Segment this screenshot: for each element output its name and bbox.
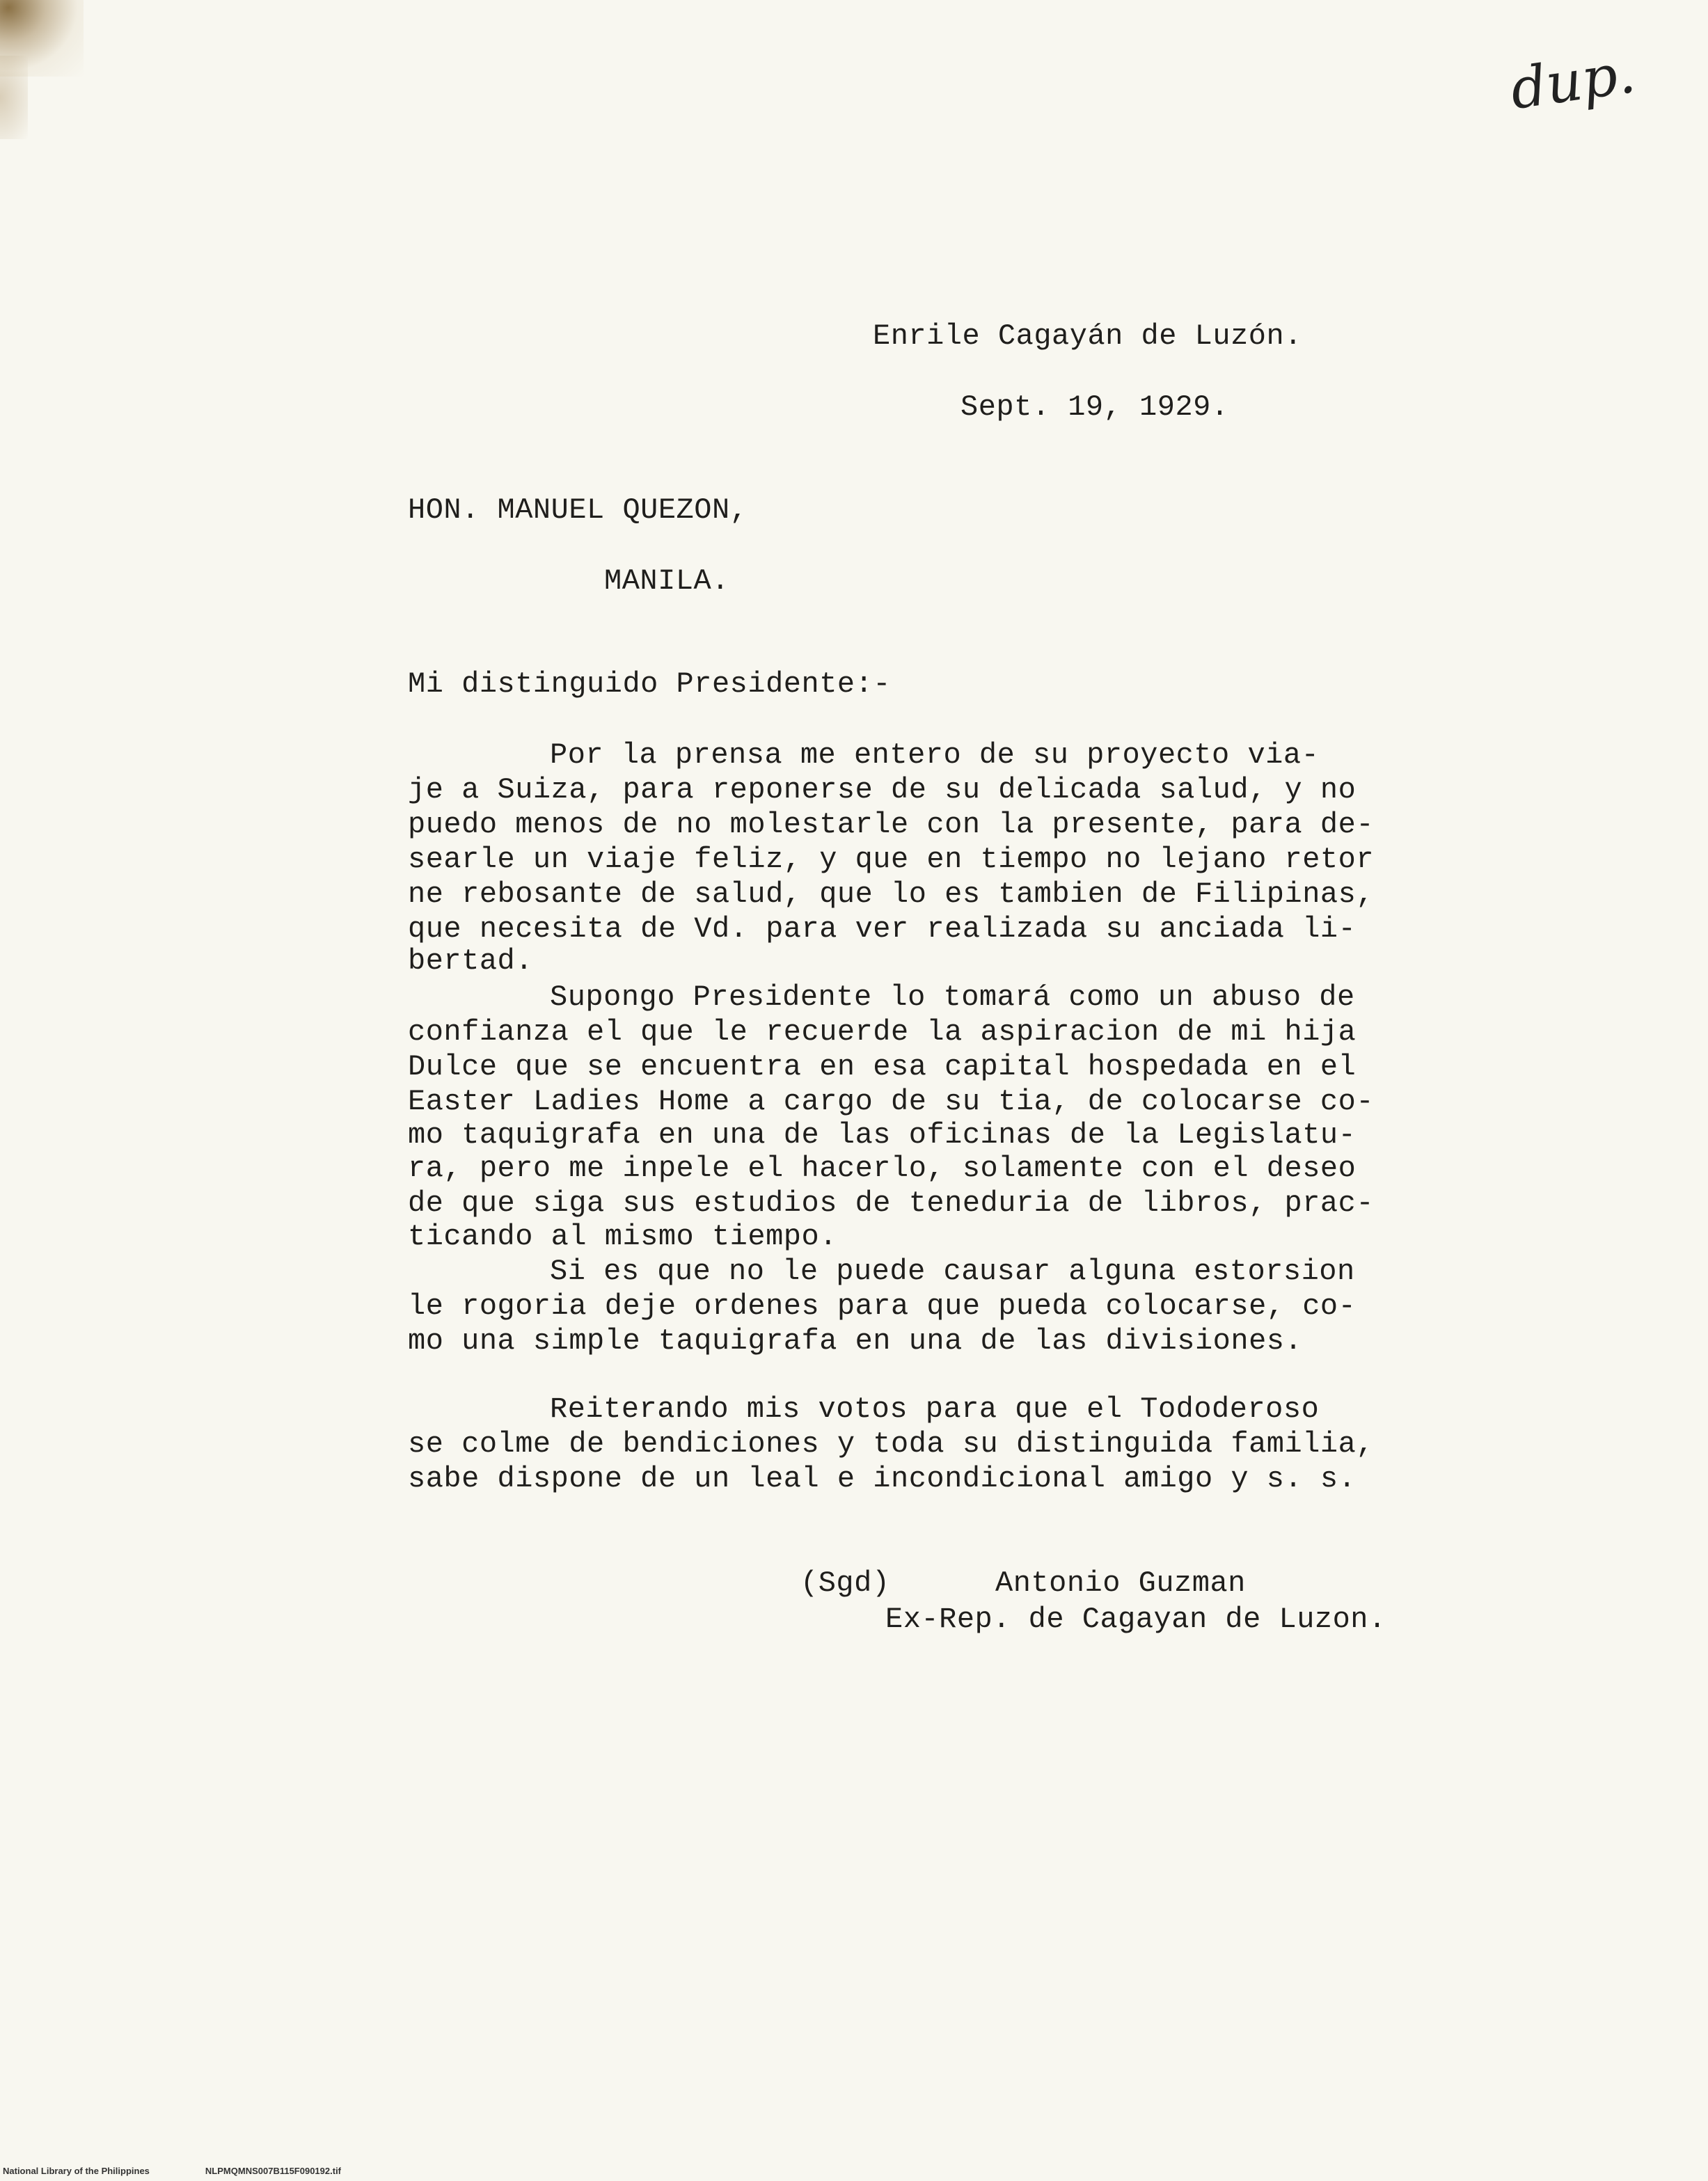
body-line: Por la prensa me entero de su proyecto via- [550,738,1320,772]
body-line: mo taquigrafa en una de las oficinas de la Legislatu- [408,1118,1357,1152]
body-line: bertad. [408,944,533,978]
signature-signed: (Sgd) [800,1567,890,1600]
body-line: Supongo Presidente lo tomará como un abuso de [550,981,1355,1014]
footer-file-id: NLPMQMNS007B115F090192.tif [205,2166,342,2176]
body-line: Easter Ladies Home a cargo de su tia, de colocarse co- [408,1085,1375,1118]
body-line: ra, pero me inpele el hacerlo, solamente con el deseo [408,1152,1357,1185]
body-line: Dulce que se encuentra en esa capital hospedada en el [408,1050,1357,1084]
body-line: Si es que no le puede causar alguna estorsion [550,1255,1355,1288]
handwritten-annotation: dup. [1506,40,1639,122]
closing-line: Reiterando mis votos para que el Tododeroso [550,1393,1320,1426]
recipient-name: HON. MANUEL QUEZON, [408,493,748,527]
body-line: que necesita de Vd. para ver realizada su anciada li- [408,912,1357,946]
body-line: ticando al mismo tiempo. [408,1220,837,1253]
recipient-city: MANILA. [604,564,729,598]
paper-stain-edge [0,56,28,139]
body-line: le rogoria deje ordenes para que pueda colocarse, co- [408,1290,1357,1323]
body-line: mo una simple taquigrafa en una de las divisiones. [408,1324,1303,1358]
letter-date: Sept. 19, 1929. [960,390,1229,424]
closing-line: se colme de bendiciones y toda su distinguida familia, [408,1427,1375,1461]
body-line: je a Suiza, para reponerse de su delicada salud, y no [408,773,1357,807]
body-line: de que siga sus estudios de teneduria de libros, prac- [408,1187,1375,1220]
body-line: puedo menos de no molestarle con la presente, para de- [408,808,1375,841]
footer-library: National Library of the Philippines [3,2166,150,2176]
signature-name: Antonio Guzman [995,1567,1246,1600]
letter-place: Enrile Cagayán de Luzón. [873,319,1302,353]
archive-footer [3,2166,341,2176]
body-line: ne rebosante de salud, que lo es tambien de Filipinas, [408,878,1375,911]
body-line: searle un viaje feliz, y que en tiempo no lejano retor [408,843,1375,876]
salutation: Mi distinguido Presidente:- [408,667,892,701]
closing-line: sabe dispone de un leal e incondicional amigo y s. s. [408,1462,1357,1496]
body-line: confianza el que le recuerde la aspiracion de mi hija [408,1015,1357,1049]
signature-title: Ex-Rep. de Cagayan de Luzon. [885,1603,1386,1636]
